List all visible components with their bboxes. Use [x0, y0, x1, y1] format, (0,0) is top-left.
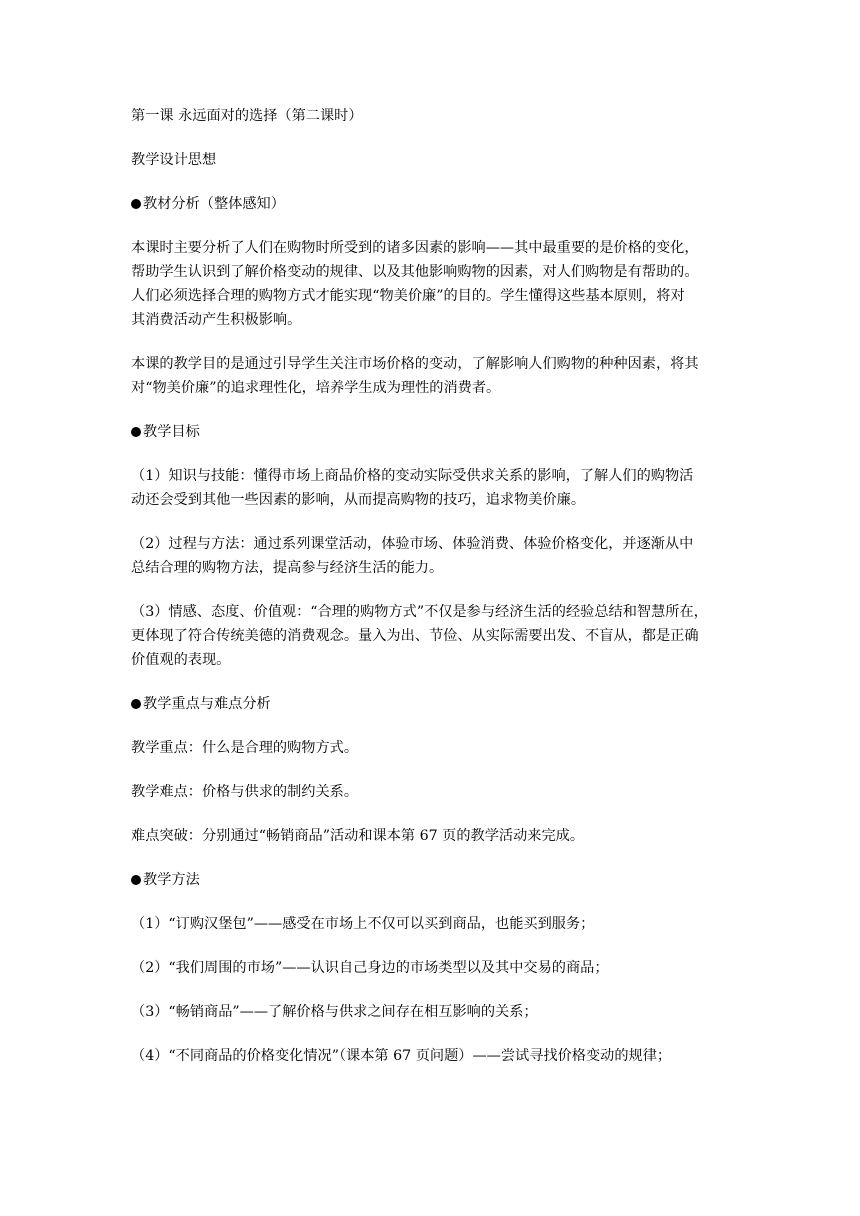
heading-textbook-analysis: [131, 192, 731, 216]
bullet-icon: [131, 427, 141, 437]
difficulty-breakthrough-text: 难点突破：分别通过“畅销商品”活动和课本第 67 页的教学活动来完成。: [131, 828, 585, 844]
heading-teaching-goals-text: 教学目标: [143, 424, 200, 440]
method-item: [131, 956, 731, 980]
difficulty-point-text: 教学难点：价格与供求的制约关系。: [131, 784, 359, 800]
difficulty-point: [131, 780, 731, 804]
key-point: [131, 736, 731, 760]
method-item: [131, 912, 731, 936]
method-item-text: （3）“畅销商品”——了解价格与供求之间存在相互影响的关系；: [131, 1004, 538, 1020]
paragraph-line: 更体现了符合传统美德的消费观念。量入为出、节俭、从实际需要出发、不盲从，都是正确: [131, 628, 699, 644]
heading-teaching-methods: [131, 868, 731, 892]
difficulty-breakthrough: [131, 824, 731, 848]
goal-process: [131, 532, 731, 580]
method-item-text: （2）“我们周围的市场”——认识自己身边的市场类型以及其中交易的商品；: [131, 960, 609, 976]
paragraph-line: 其消费活动产生积极影响。: [131, 312, 302, 328]
lesson-title-text: 第一课 永远面对的选择（第二课时）: [131, 108, 363, 124]
paragraph-line: 人们必须选择合理的购物方式才能实现“物美价廉”的目的。学生懂得这些基本原则，将对: [131, 288, 685, 304]
paragraph-line: （1）知识与技能：懂得市场上商品价格的变动实际受供求关系的影响，了解人们的购物活: [131, 468, 694, 484]
paragraph-analysis-1: [131, 236, 731, 332]
paragraph-analysis-2: [131, 352, 731, 400]
bullet-icon: [131, 199, 141, 209]
paragraph-line: （3）情感、态度、价值观：“合理的购物方式”不仅是参与经济生活的经验总结和智慧所在，: [131, 604, 708, 620]
paragraph-line: （2）过程与方法：通过系列课堂活动，体验市场、体验消费、体验价格变化，并逐渐从中: [131, 536, 694, 552]
bullet-icon: [131, 875, 141, 885]
goal-knowledge: [131, 464, 731, 512]
section-teaching-design-text: 教学设计思想: [131, 152, 217, 168]
method-item: [131, 1044, 731, 1068]
paragraph-line: 价值观的表现。: [131, 652, 231, 668]
paragraph-line: 本课时主要分析了人们在购物时所受到的诸多因素的影响——其中最重要的是价格的变化，: [131, 240, 699, 256]
paragraph-line: 总结合理的购物方法，提高参与经济生活的能力。: [131, 560, 444, 576]
heading-textbook-analysis-text: 教材分析（整体感知）: [143, 196, 285, 212]
bullet-icon: [131, 699, 141, 709]
heading-key-points: [131, 692, 731, 716]
paragraph-line: 对“物美价廉”的追求理性化，培养学生成为理性的消费者。: [131, 380, 501, 396]
heading-key-points-text: 教学重点与难点分析: [143, 696, 271, 712]
lesson-title: [131, 104, 731, 128]
method-item-text: （4）“不同商品的价格变化情况”（课本第 67 页问题）——尝试寻找价格变动的规律；: [131, 1048, 672, 1064]
section-teaching-design: [131, 148, 731, 172]
heading-teaching-goals: [131, 420, 731, 444]
paragraph-line: 本课的教学目的是通过引导学生关注市场价格的变动，了解影响人们购物的种种因素，将其: [131, 356, 699, 372]
document-page: [131, 104, 731, 1088]
paragraph-line: 帮助学生认识到了解价格变动的规律、以及其他影响购物的因素，对人们购物是有帮助的。: [131, 264, 699, 280]
paragraph-line: 动还会受到其他一些因素的影响，从而提高购物的技巧，追求物美价廉。: [131, 492, 586, 508]
heading-teaching-methods-text: 教学方法: [143, 872, 200, 888]
method-item: [131, 1000, 731, 1024]
goal-values: [131, 600, 731, 672]
method-item-text: （1）“订购汉堡包”——感受在市场上不仅可以买到商品，也能买到服务；: [131, 916, 595, 932]
key-point-text: 教学重点：什么是合理的购物方式。: [131, 740, 359, 756]
